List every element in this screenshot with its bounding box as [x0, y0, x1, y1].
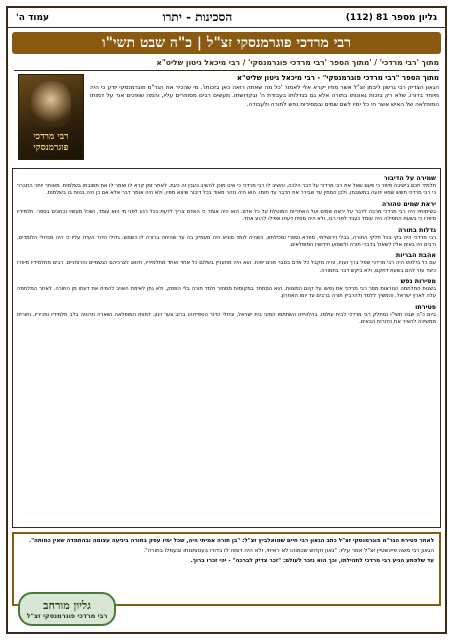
rabbi-portrait [31, 81, 71, 127]
newsletter-page [6, 6, 447, 634]
intro-heading: מתוך הספר "רבי מרדכי פוגרמנסקי" - רבי מיכאל גיטון שליט"א [236, 74, 439, 82]
title-banner [12, 32, 441, 54]
section-text: תלמיד חכם בישיבה סיפר כי פעם שאל את רבי מרדכי על דבר הלכה, והשיב לו רבי מרדכי כי אינו מוכן להשיב בענין זה כעת. לאחר זמן קרא לו ואמר לו את תשובתו בשלמות. מאוחר יותר התברר כי רבי מרדכי חשש שמא יטעה בתשובתו, ולכן המתין עד שבירר את הדבר עד תומו. הוא היה נזהר מאוד בכל דיבור שיצא מפיו, ולא היה אומר דבר אלא אם כן היה בטוח בו בשלמות. [17, 183, 436, 197]
intro-text: הגאון הצדיק רבי גרשון ליבמן זצ"ל אשר מפיו יקרא אלי לאמור 'כל מה שאתה רואה כאן בזכותו'. מי שהכיר את הגר"מ פוגרמנסקי יודע כי היה מיוחד בדורו, שלא רק בזכות גאונותו בתורה אלא גם בגדלותו בעבודת ה' ובקדושתו. מעשים רבים מסופרים עליו, והמה שופכים אור על דמותו המופלאה של האיש אשר חי כל ימיו לשם שמים ובמסירות נפש לתורה ולעבודה. [90, 85, 439, 108]
section-heading: מסירות נפש [400, 277, 436, 285]
book-cover-image [18, 74, 84, 160]
tribute-paragraph: לאחר פטירת הגר"מ פוגרמנסקי זצ"ל כתב הגאון רבי חיים שמואלביץ זצ"ל: "בן תורה אמיתי היה, שכל ימיו עסק בתורה ביגיעה עצומה ובהתמדה שאין כמותה". [28, 538, 434, 544]
article-section [17, 200, 436, 224]
section-heading: יראת שמים טהורה [381, 199, 436, 208]
book-cover-title [33, 132, 68, 153]
main-article [12, 168, 441, 528]
intro-block [90, 74, 439, 164]
issue-number: גליון מספר 81 (112) [345, 12, 437, 23]
section-text: עם כל גדלותו היה רבי מרדכי שפל ברך ועניו, והיה מקבל כל אדם בסבר פנים יפות. הוא היה מתעניין בשלום כל אחד ואחד מתלמידיו, ודואג לצרכיהם הגשמיים והרוחניים. רבים מתלמידיו סיפרו כיצד עזר להם בשעת דחקם, ולא ביקש דבר בתמורה. [17, 260, 436, 274]
section-heading: גדלות בתורה [398, 225, 436, 234]
source-tagline: מתוך 'רבי מרדכי' / 'מתוך הספר 'רבי מרדכי פוגרמנסקי' / רבי מיכאל גיטון שליט"א [156, 58, 439, 67]
section-text: בשנות המלחמה הנוראות מסר רבי מרדכי את נפשו על קיום המצוות. הוא הסתתר במקומות מסתור ולמד תורה בלי הפסק, ולא נתן לאימת האויב להסיח את דעתו מן התורה. לאחר המלחמה עלה לארץ ישראל, והמשיך ללמד ולהרביץ תורה ברבים עד יומו האחרון. [17, 286, 436, 300]
article-section [17, 174, 436, 198]
article-section [17, 251, 436, 275]
badge-subtitle: רבי מרדכי פוגרמנסקי זצ"ל [26, 611, 108, 620]
page-number: עמוד ה' [16, 12, 49, 23]
book-title-line1: רבי מרדכי [33, 132, 69, 143]
section-heading: פטירתו [415, 302, 436, 311]
section-text: רבי מרדכי היה בקי בכל חלקי התורה, בבלי וירושלמי, ספרא וספרי ומכילתא. כשהיה לומד סוגיא היה מעמיק בה עד שהיתה ברורה לו כשמש. גדולי הדור העידו עליו כי היה מגדולי הלומדים, ורבים היו באים אליו לשאול בדברי תורה ולשמוע חידושיו המופלאים. [17, 234, 436, 248]
section-heading: שמירה על הדיבור [383, 174, 436, 182]
article-section [17, 226, 436, 250]
parsha-title: הסכינות - יתרו [162, 10, 233, 24]
top-header [8, 8, 445, 28]
article-section [17, 303, 436, 327]
article-section [17, 277, 436, 301]
tribute-paragraph: הגאון רבי משה פיינשטיין זצ"ל אמר עליו: "גאון וקדוש שכמוהו לא ראיתי, ולא היה דומה לו בדורו בענוותנותו ובעמלו בתורה". [143, 548, 434, 555]
section-heading: אהבת הבריות [395, 251, 436, 260]
tagline-divider [14, 70, 439, 71]
section-text: ביום כ"ה שבט תשי"ו נסתלק רבי מרדכי לבית עולמו. בהלווייתו השתתפו המוני בית ישראל, וגדולי הדור הספידוהו ברוב צער ויגון. דמותו המופלאה נשארה חרוטה בלב תלמידיו ומכיריו, ותורתו ממשיכה להאיר את הדורות הבאים. [17, 311, 436, 326]
tribute-paragraph: עד שלפתע הגיע רבי מרדכי לתהילתו, וכך הוא נזכר לעולם: "זכר צדיק לברכה" - יהי זכרו ברוך. [190, 558, 434, 565]
section-text: בשיחותיו היה רבי מרדכי מרבה לדבר על יראת שמים ועל האחריות המוטלת על כל אדם. הוא היה אומר כי האדם צריך לדעת בכל רגע לפני מי הוא עומד, ושכל מעשיו נכתבים בספר. תלמידיו סיפרו כי בשעת התפילה היה עומד כעבד לפני רבו, ולא היה מסיח דעתו אפילו לרגע אחד. [17, 208, 436, 223]
expanded-issue-badge [18, 592, 116, 626]
badge-title: גליון מורחב [43, 598, 91, 612]
book-title-line2: פוגרמנסקי [33, 142, 69, 153]
banner-title: רבי מרדכי פוגרמנסקי זצ"ל | כ"ה שבט תשי"ו [102, 34, 351, 51]
